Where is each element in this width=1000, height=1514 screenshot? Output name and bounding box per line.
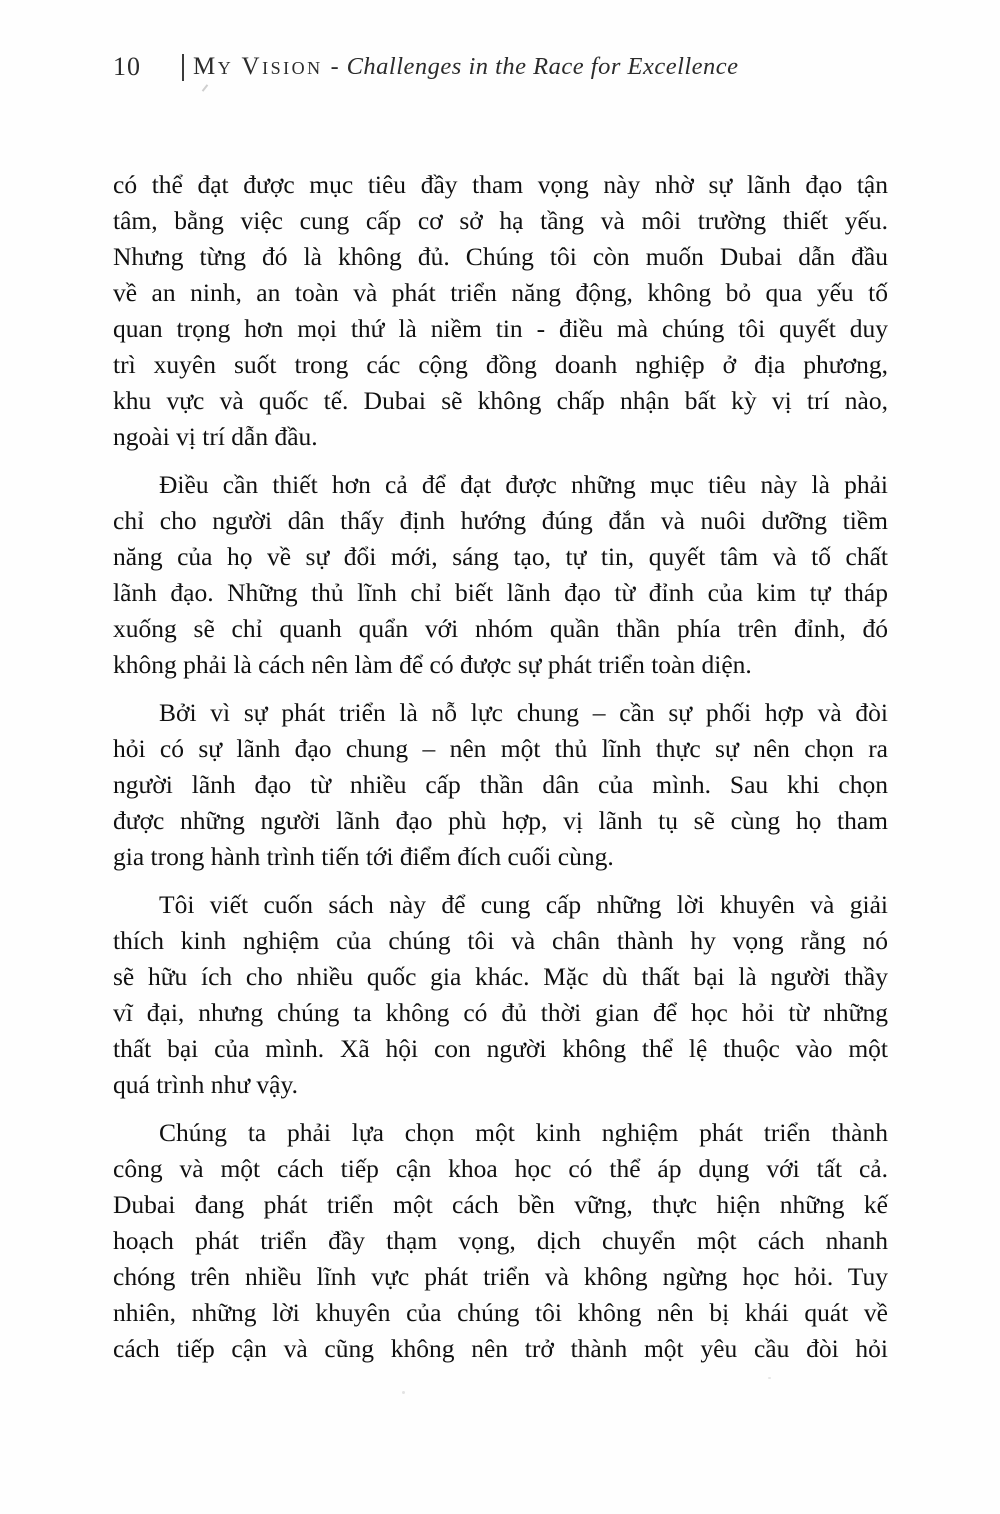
text-line: thích kinh nghiệm của chúng tôi và chân thành hy vọng rằng nó xyxy=(113,926,888,955)
text-line: xuống sẽ chỉ quanh quẩn với nhóm quần thần phía trên đỉnh, đó xyxy=(113,614,888,643)
text-line: thất bại của mình. Xã hội con người không thể lệ thuộc vào một xyxy=(113,1034,888,1063)
paragraph xyxy=(113,467,888,683)
text-line: chóng trên nhiều lĩnh vực phát triển và không ngừng học hỏi. Tuy xyxy=(113,1262,888,1291)
text-line: về an ninh, an toàn và phát triển năng động, không bỏ qua yếu tố xyxy=(113,278,888,307)
paragraph xyxy=(113,167,888,455)
text-line: quan trọng hơn mọi thứ là niềm tin - điều mà chúng tôi quyết duy xyxy=(113,314,888,343)
text-line: sẽ hữu ích cho nhiều quốc gia khác. Mặc dù thất bại là người thầy xyxy=(113,962,888,991)
header-divider-bar xyxy=(182,54,184,81)
text-line: được những người lãnh đạo phù hợp, vị lãnh tụ sẽ cùng họ tham xyxy=(113,806,888,835)
header-separator: - xyxy=(330,53,339,80)
text-line: chỉ cho người dân thấy định hướng đúng đắn và nuôi dưỡng tiềm xyxy=(113,506,888,535)
page-number: 10 xyxy=(113,52,141,81)
text-line: khu vực và quốc tế. Dubai sẽ không chấp nhận bất kỳ vị trí nào, xyxy=(113,386,888,415)
paragraph xyxy=(113,887,888,1103)
text-line: trì xuyên suốt trong các cộng đồng doanh nghiệp ở địa phương, xyxy=(113,350,888,379)
text-line: người lãnh đạo từ nhiều cấp thần dân của mình. Sau khi chọn xyxy=(113,770,888,799)
scan-speck xyxy=(202,84,209,92)
chapter-title: Challenges in the Race for Excellence xyxy=(346,53,739,80)
text-line: Tôi viết cuốn sách này để cung cấp những lời khuyên và giải xyxy=(159,890,888,919)
text-line: công và một cách tiếp cận khoa học có thể áp dụng với tất cả. xyxy=(113,1154,888,1183)
text-line: Nhưng từng đó là không đủ. Chúng tôi còn muốn Dubai dẫn đầu xyxy=(113,242,888,271)
text-line: vĩ đại, nhưng chúng ta không có đủ thời gian để học hỏi từ những xyxy=(113,998,888,1027)
text-line: Dubai đang phát triển một cách bền vững, thực hiện những kế xyxy=(113,1190,888,1219)
page-body-text xyxy=(113,167,888,1367)
text-line: cách tiếp cận và cũng không nên trở thành một yêu cầu đòi hỏi xyxy=(113,1334,888,1363)
text-line: Chúng ta phải lựa chọn một kinh nghiệm phát triển thành xyxy=(159,1118,888,1147)
text-line: năng của họ về sự đổi mới, sáng tạo, tự tin, quyết tâm và tố chất xyxy=(113,542,888,571)
text-line: không phải là cách nên làm để có được sự phát triển toàn diện. xyxy=(113,650,752,679)
scan-speck xyxy=(402,1391,405,1394)
text-line: hỏi có sự lãnh đạo chung – nên một thủ lĩnh thực sự nên chọn ra xyxy=(113,734,888,763)
text-line: có thể đạt được mục tiêu đầy tham vọng này nhờ sự lãnh đạo tận xyxy=(113,170,888,199)
book-title: My Vision xyxy=(193,53,323,80)
text-line: quá trình như vậy. xyxy=(113,1070,298,1099)
text-line: Bởi vì sự phát triển là nỗ lực chung – cần sự phối hợp và đòi xyxy=(159,698,888,727)
text-line: nhiên, những lời khuyên của chúng tôi không nên bị khái quát về xyxy=(113,1298,888,1327)
text-line: hoạch phát triển đầy thạm vọng, dịch chuyển một cách nhanh xyxy=(113,1226,888,1255)
text-line: gia trong hành trình tiến tới điểm đích cuối cùng. xyxy=(113,842,614,871)
paragraph xyxy=(113,695,888,875)
text-line: Điều cần thiết hơn cả để đạt được những mục tiêu này là phải xyxy=(159,470,888,499)
text-line: ngoài vị trí dẫn đầu. xyxy=(113,422,318,451)
scan-speck xyxy=(768,1377,771,1379)
paragraph xyxy=(113,1115,888,1367)
text-line: tâm, bằng việc cung cấp cơ sở hạ tầng và môi trường thiết yếu. xyxy=(113,206,888,235)
text-line: lãnh đạo. Những thủ lĩnh chỉ biết lãnh đạo từ đỉnh của kim tự tháp xyxy=(113,578,888,607)
running-header xyxy=(113,52,888,82)
